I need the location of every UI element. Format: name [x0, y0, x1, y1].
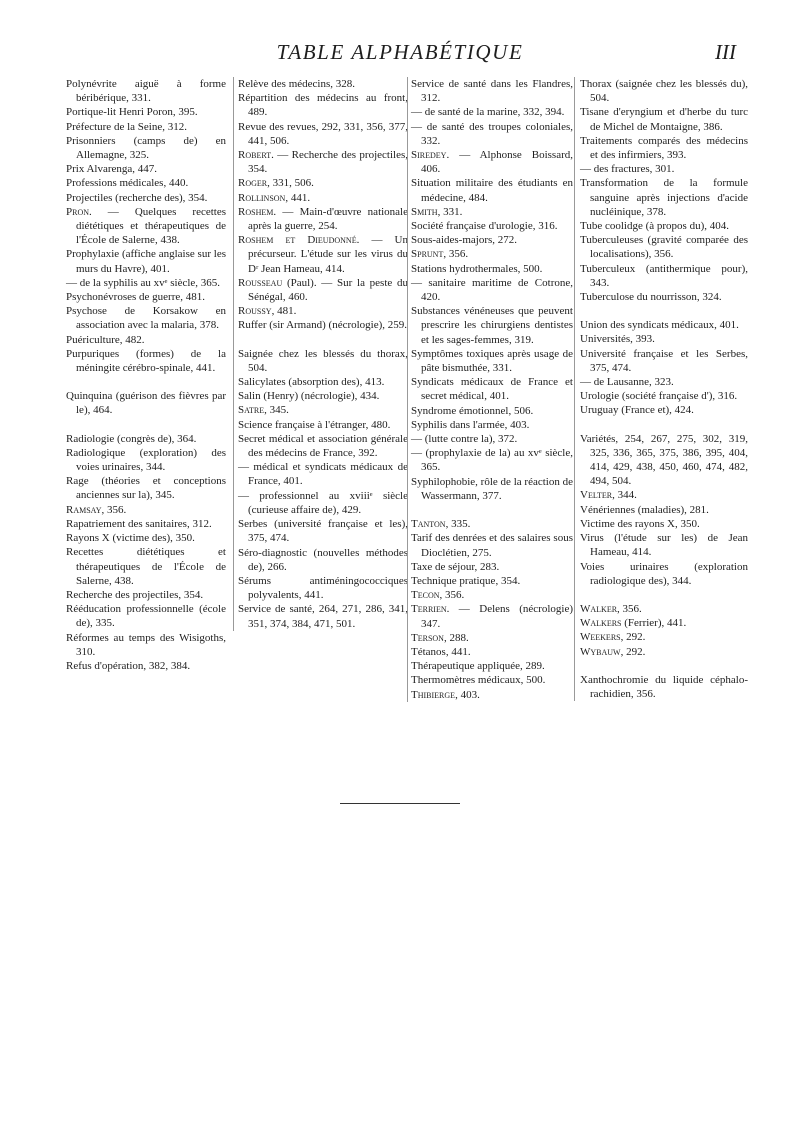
index-entry [66, 389, 226, 417]
index-entry [411, 276, 573, 304]
index-entry [411, 176, 573, 204]
entry-text: , 481. [271, 305, 297, 318]
index-entry [411, 120, 573, 148]
entry-text: Universités, 393. [580, 333, 655, 346]
entry-text: Vénériennes (maladies), 281. [580, 503, 709, 516]
index-entry [66, 545, 226, 588]
entry-text: , 356. [443, 248, 469, 261]
index-entry [580, 134, 748, 162]
index-entry [580, 375, 748, 389]
entry-text: Radiologie (congrès de), 364. [66, 432, 197, 445]
index-entry [580, 262, 748, 290]
entry-text: Voies urinaires (exploration radiologique des), 344. [580, 560, 748, 587]
index-entry [580, 517, 748, 531]
letter-gap [238, 333, 408, 347]
index-entry [580, 531, 748, 559]
index-entry [580, 630, 748, 644]
entry-text: Recettes diététiques et thérapeutiques de l'École de Salerne, 438. [66, 546, 226, 587]
index-entry [238, 205, 408, 233]
letter-gap [411, 503, 573, 517]
index-entry [238, 389, 408, 403]
index-entry [238, 418, 408, 432]
author-name: Walker [580, 602, 618, 615]
entry-text: Prophylaxie (affiche anglaise sur les murs du Havre), 401. [66, 248, 226, 275]
entry-text: Syphilis dans l'armée, 403. [411, 418, 530, 431]
index-entry [66, 77, 226, 105]
author-name: Smith [411, 205, 438, 218]
index-entry [411, 247, 573, 261]
entry-text: Salin (Henry) (nécrologie), 434. [238, 390, 380, 403]
entry-text: , 441. [285, 191, 311, 204]
author-name: Roshem et Dieudonné. [238, 234, 360, 247]
entry-text: Sous-aides-majors, 272. [411, 234, 518, 247]
index-entry [580, 290, 748, 304]
entry-text: , 403. [455, 688, 480, 701]
index-entry [580, 673, 748, 701]
index-entry [66, 446, 226, 474]
index-entry [411, 688, 573, 702]
index-entry [66, 474, 226, 502]
entry-text: , 331. [437, 205, 463, 218]
index-entry [580, 162, 748, 176]
index-entry [580, 602, 748, 616]
entry-text: Substances vénéneuses que peuvent prescrire les chirurgiens dentistes et les sages-femmes, 319. [411, 305, 573, 346]
index-entry [580, 560, 748, 588]
entry-text: , 292. [620, 631, 646, 644]
entry-text: — médical et syndicats médicaux de France, 401. [238, 461, 408, 488]
index-entry [238, 375, 408, 389]
index-entry [411, 645, 573, 659]
entry-text: — sanitaire maritime de Cotrone, 420. [411, 276, 573, 304]
entry-text: — de santé de la marine, 332, 394. [411, 106, 565, 119]
page-title: TABLE ALPHABÉTIQUE [276, 40, 524, 64]
index-entry [411, 304, 573, 347]
entry-text: Service de santé dans les Flandres, 312. [411, 78, 573, 105]
entry-text: , 356. [439, 589, 465, 602]
index-entry [66, 347, 226, 375]
entry-text: Puériculture, 482. [66, 333, 145, 346]
entry-text: Technique pratique, 354. [411, 574, 521, 587]
author-name: Sprunt [411, 248, 444, 261]
letter-gap [66, 375, 226, 389]
index-entry [580, 503, 748, 517]
page-number: III [715, 40, 736, 64]
entry-text: Sérums antiméningococciques polyvalents, 441. [238, 574, 408, 602]
entry-text: Uruguay (France et), 424. [580, 404, 694, 417]
letter-gap [580, 418, 748, 432]
index-entry [66, 276, 226, 290]
closing-rule [340, 803, 460, 804]
author-name: Roger [238, 177, 268, 190]
index-entry [411, 574, 573, 588]
entry-text: Préfecture de la Seine, 312. [66, 120, 187, 133]
entry-text: Thorax (saignée chez les blessés du), 504. [580, 78, 748, 105]
entry-text: Virus (l'étude sur les) de Jean Hameau, 414. [580, 532, 748, 559]
index-entry [411, 560, 573, 574]
author-name: Terson [411, 631, 444, 644]
index-entry [238, 347, 408, 375]
letter-gap [66, 418, 226, 432]
index-entry [66, 120, 226, 134]
entry-text: Revue des revues, 292, 331, 356, 377, 441, 506. [238, 120, 408, 147]
index-entry [238, 77, 408, 91]
index-entry [238, 489, 408, 517]
index-entry [411, 475, 573, 503]
entry-text: , 335. [445, 518, 471, 531]
index-entry [411, 77, 573, 105]
index-entry [411, 446, 573, 474]
entry-text: Serbes (université française et les), 375, 474. [238, 518, 408, 545]
index-entry [411, 531, 573, 559]
index-entry [238, 148, 408, 176]
index-entry [238, 91, 408, 119]
index-entry [411, 418, 573, 432]
index-entry [66, 333, 226, 347]
entry-text: Rayons X (victime des), 350. [66, 532, 195, 545]
index-entry [411, 205, 573, 219]
entry-text: , 292. [620, 645, 646, 658]
entry-text: — professionnel au xviiiᵉ siècle (curieuse affaire de), 429. [238, 489, 408, 516]
entry-text: Syndrome émotionnel, 506. [411, 404, 534, 417]
entry-text: Projectiles (recherche des), 354. [66, 191, 208, 204]
entry-text: Victime des rayons X, 350. [580, 517, 700, 530]
entry-text: Tétanos, 441. [411, 645, 471, 658]
index-entry [66, 659, 226, 673]
entry-text: Union des syndicats médicaux, 401. [580, 319, 739, 332]
index-entry [411, 148, 573, 176]
index-entry [411, 347, 573, 375]
entry-text: Syndicats médicaux de France et secret médical, 401. [411, 376, 573, 403]
index-entry [238, 276, 408, 304]
index-entry [238, 403, 408, 417]
entry-text: Portique-lit Henri Poron, 395. [66, 106, 198, 119]
author-name: Tecon [411, 589, 440, 602]
index-entry [238, 460, 408, 488]
entry-text: Thérapeutique appliquée, 289. [411, 660, 545, 673]
index-entry [411, 432, 573, 446]
entry-text: Rage (théories et conceptions anciennes sur la), 345. [66, 475, 226, 502]
entry-text: Réformes au temps des Wisigoths, 310. [66, 631, 226, 658]
index-entry [580, 645, 748, 659]
index-entry [66, 290, 226, 304]
index-entry [238, 574, 408, 602]
entry-text: Xanthochromie du liquide céphalo-rachidien, 356. [580, 673, 748, 700]
entry-text: (Ferrier), 441. [621, 617, 687, 630]
author-name: Pron. [66, 205, 92, 218]
entry-text: (Paul). — Sur la peste du Sénégal, 460. [248, 276, 408, 304]
author-name: Rousseau [238, 276, 283, 289]
entry-text: — de santé des troupes coloniales, 332. [411, 120, 573, 147]
entry-text: Tuberculose du nourrisson, 324. [580, 291, 722, 304]
author-name: Satre [238, 404, 265, 417]
index-entry [66, 162, 226, 176]
letter-gap [580, 659, 748, 673]
index-entry [238, 304, 408, 318]
index-column-2 [233, 77, 408, 631]
index-entry [66, 247, 226, 275]
entry-text: Prix Alvarenga, 447. [66, 163, 158, 176]
entry-text: , 356. [617, 602, 642, 615]
index-entry [66, 631, 226, 659]
index-entry [411, 673, 573, 687]
entry-text: Science française à l'étranger, 480. [238, 418, 391, 431]
entry-text: Tisane d'eryngium et d'herbe du turc de Michel de Montaigne, 386. [580, 106, 748, 133]
index-entry [411, 517, 573, 531]
index-entry [66, 176, 226, 190]
index-entry [238, 517, 408, 545]
author-name: Tanton [411, 518, 446, 531]
author-name: Roussy [238, 305, 272, 318]
entry-text: , 345. [264, 404, 289, 417]
entry-text: — Delens (nécrologie) 347. [421, 603, 573, 630]
entry-text: Répartition des médecins au front, 489. [238, 92, 408, 119]
index-entry [580, 318, 748, 332]
entry-text: — de Lausanne, 323. [580, 376, 674, 389]
entry-text: — Alphonse Boissard, 406. [421, 149, 573, 176]
letter-gap [580, 304, 748, 318]
entry-text: Thermomètres médicaux, 500. [411, 674, 546, 687]
index-entry [580, 105, 748, 133]
index-entry [66, 503, 226, 517]
author-name: Roshem. [238, 205, 277, 218]
entry-text: Service de santé, 264, 271, 286, 341, 351, 374, 384, 471, 501. [238, 603, 408, 630]
entry-text: — de la syphilis au xvᵉ siècle, 365. [66, 276, 221, 289]
entry-text: Psychonévroses de guerre, 481. [66, 291, 205, 304]
index-entry [580, 616, 748, 630]
entry-text: Relève des médecins, 328. [238, 78, 355, 90]
entry-text: Saignée chez les blessés du thorax, 504. [238, 347, 408, 374]
entry-text: — Quelques recettes diététiques et thérapeutiques de l'École de Salerne, 438. [76, 205, 226, 247]
entry-text: Situation militaire des étudiants en médecine, 484. [411, 177, 573, 204]
entry-text: — (prophylaxie de la) au xvᵉ siècle, 365. [411, 447, 573, 474]
entry-text: Université française et les Serbes, 375, 474. [580, 347, 748, 374]
author-name: Velter [580, 489, 613, 502]
index-entry [66, 588, 226, 602]
index-entry [580, 233, 748, 261]
index-entry [66, 432, 226, 446]
author-name: Walkers [580, 617, 622, 630]
entry-text: Syphilophobie, rôle de la réaction de Wassermann, 377. [411, 475, 573, 502]
entry-text: Quinquina (guérison des fièvres par le), 464. [66, 390, 226, 417]
index-entry [411, 588, 573, 602]
entry-text: — Main-d'œuvre nationale après la guerre, 254. [248, 205, 408, 233]
entry-text: Prisonniers (camps de) en Allemagne, 325. [66, 134, 226, 162]
author-name: Wybauw [580, 645, 621, 658]
index-entry [238, 546, 408, 574]
index-entry [411, 602, 573, 630]
index-entry [411, 375, 573, 403]
index-entry [66, 304, 226, 332]
index-entry [580, 403, 748, 417]
entry-text: — (lutte contre la), 372. [411, 433, 518, 446]
author-name: Terrien. [411, 603, 450, 616]
index-entry [238, 233, 408, 276]
index-entry [580, 347, 748, 375]
index-entry [580, 219, 748, 233]
entry-text: Traitements comparés des médecins et des infirmiers, 393. [580, 134, 748, 162]
entry-text: Psychose de Korsakow en association avec la malaria, 378. [66, 305, 226, 332]
entry-text: Stations hydrothermales, 500. [411, 262, 543, 275]
author-name: Ramsay [66, 503, 102, 516]
index-entry [238, 191, 408, 205]
index-entry [411, 262, 573, 276]
author-name: Weekers [580, 631, 621, 644]
entry-text: Transformation de la formule sanguine après injections d'acide nucléinique, 378. [580, 177, 748, 218]
index-entry [580, 389, 748, 403]
index-entry [238, 602, 408, 630]
index-column-3 [407, 77, 573, 702]
entry-text: Société française d'urologie, 316. [411, 220, 558, 233]
page-header [0, 40, 800, 70]
index-entry [411, 219, 573, 233]
entry-text: Salicylates (absorption des), 413. [238, 376, 385, 389]
index-entry [238, 176, 408, 190]
author-name: Rollinson [238, 191, 286, 204]
entry-text: Rapatriement des sanitaires, 312. [66, 517, 212, 530]
index-entry [238, 120, 408, 148]
entry-text: Secret médical et association générale des médecins de France, 392. [238, 432, 408, 460]
letter-gap [580, 588, 748, 602]
author-name: Robert. [238, 149, 274, 162]
index-entry [580, 77, 748, 105]
index-entry [580, 176, 748, 219]
index-entry [66, 602, 226, 630]
entry-text: Tuberculeux (antithermique pour), 343. [580, 262, 748, 289]
entry-text: Symptômes toxiques après usage de pâte bismuthée, 331. [411, 347, 573, 375]
entry-text: Variétés, 254, 267, 275, 302, 319, 325, 336, 365, 375, 386, 395, 404, 414, 429, 438, 450, 460, 474, 482, 494, 504. [580, 432, 748, 488]
entry-text: , 344. [612, 489, 637, 502]
index-entry [411, 105, 573, 119]
entry-text: , 288. [443, 631, 469, 644]
entry-text: — des fractures, 301. [580, 163, 675, 176]
entry-text: Tuberculeuses (gravité comparée des localisations), 356. [580, 234, 748, 261]
index-entry [580, 332, 748, 346]
index-entry [66, 517, 226, 531]
entry-text: — Un précurseur. L'étude sur les virus du Dʳ Jean Hameau, 414. [248, 234, 408, 275]
entry-text: Professions médicales, 440. [66, 177, 189, 190]
entry-text: , 356. [101, 503, 127, 516]
index-entry [411, 404, 573, 418]
index-column-1 [66, 77, 226, 673]
entry-text: Purpuriques (formes) de la méningite cérébro-spinale, 441. [66, 347, 226, 375]
index-entry [411, 233, 573, 247]
entry-text: Recherche des projectiles, 354. [66, 588, 204, 601]
entry-text: Tarif des denrées et des salaires sous Dioclétien, 275. [411, 532, 573, 559]
entry-text: Refus d'opération, 382, 384. [66, 659, 191, 672]
author-name: Thibierge [411, 688, 456, 701]
author-name: Siredey. [411, 149, 450, 162]
index-entry [238, 432, 408, 460]
index-entry [66, 134, 226, 162]
index-entry [66, 105, 226, 119]
index-entry [66, 191, 226, 205]
index-entry [66, 205, 226, 248]
entry-text: Séro-diagnostic (nouvelles méthodes de), 266. [238, 546, 408, 573]
entry-text: , 331, 506. [267, 177, 314, 190]
index-entry [238, 318, 408, 332]
index-entry [580, 488, 748, 502]
index-entry [411, 631, 573, 645]
entry-text: — Recherche des projectiles, 354. [248, 149, 408, 176]
entry-text: Polynévrite aiguë à forme béribérique, 331. [66, 78, 226, 105]
entry-text: Radiologique (exploration) des voies urinaires, 344. [66, 446, 226, 474]
entry-text: Urologie (société française d'), 316. [580, 390, 738, 403]
index-column-4 [574, 77, 748, 701]
entry-text: Ruffer (sir Armand) (nécrologie), 259. [238, 319, 408, 332]
entry-text: Taxe de séjour, 283. [411, 560, 500, 573]
entry-text: Tube coolidge (à propos du), 404. [580, 220, 729, 233]
index-entry [580, 432, 748, 489]
index-entry [411, 659, 573, 673]
index-entry [66, 531, 226, 545]
entry-text: Rééducation professionnelle (école de), 335. [66, 603, 226, 630]
